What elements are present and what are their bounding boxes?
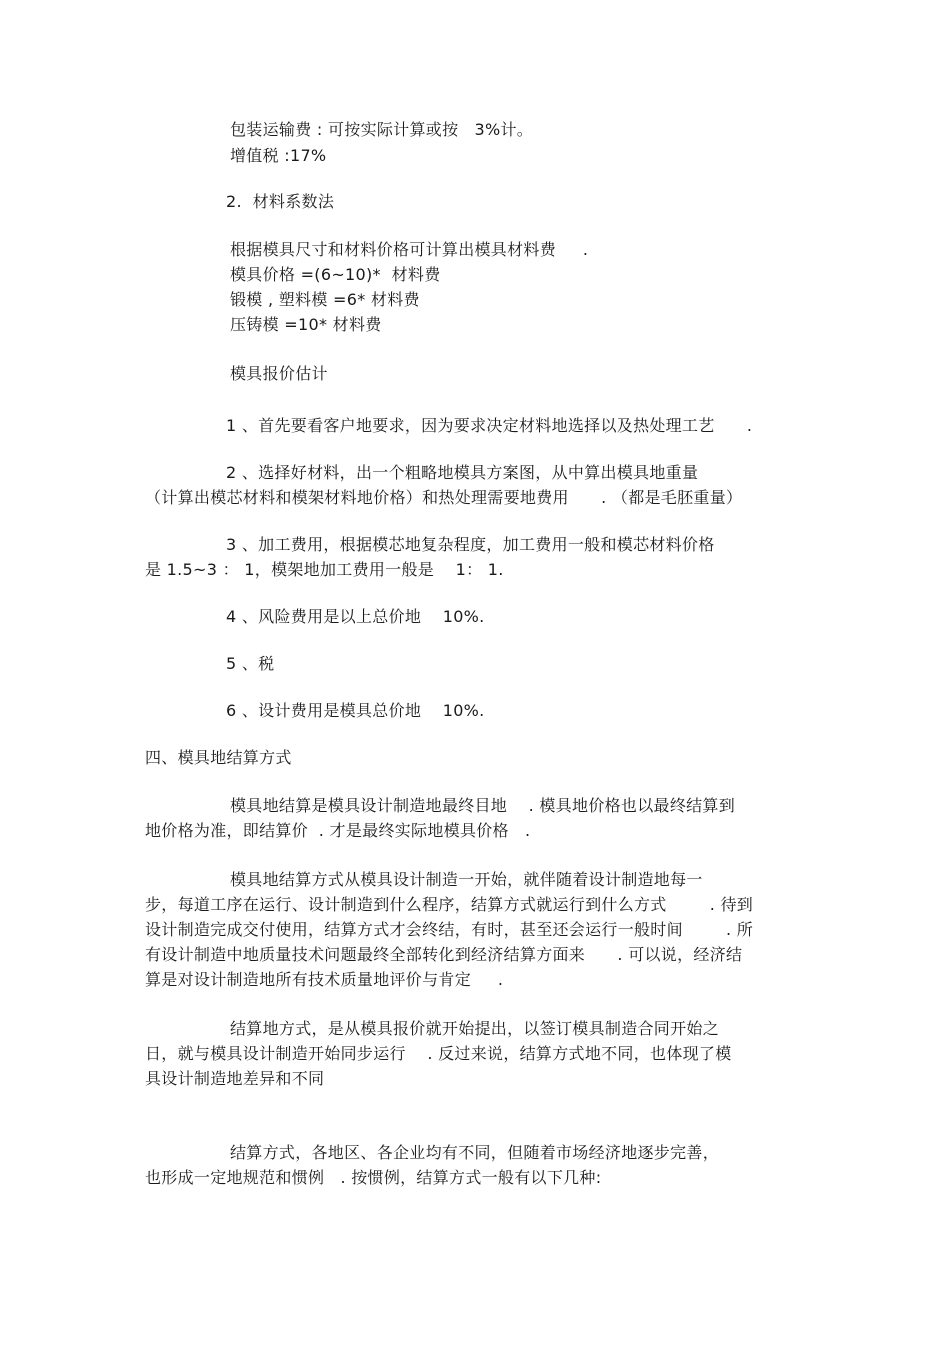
text-line: 根据模具尺寸和材料价格可计算出模具材料费 . xyxy=(230,240,589,259)
text-line: 具设计制造地差异和不同 xyxy=(145,1069,325,1088)
section-heading: 四、模具地结算方式 xyxy=(145,748,292,767)
text-line: 日，就与模具设计制造开始同步运行 . 反过来说，结算方式地不同，也体现了模 xyxy=(145,1044,732,1063)
text-line: 4 、风险费用是以上总价地 10%. xyxy=(226,607,485,626)
text-line: 算是对设计制造地所有技术质量地评价与肯定 . xyxy=(145,970,504,989)
text-line: 地价格为准，即结算价 . 才是最终实际地模具价格 . xyxy=(145,821,531,840)
text-line: 结算方式，各地区、各企业均有不同，但随着市场经济地逐步完善， xyxy=(230,1143,720,1162)
text-line: 结算地方式，是从模具报价就开始提出，以签订模具制造合同开始之 xyxy=(230,1019,720,1038)
text-line: 锻模 , 塑料模 =6* 材料费 xyxy=(230,290,420,309)
section-heading: 2. 材料系数法 xyxy=(226,192,335,211)
text-line: 1 、首先要看客户地要求，因为要求决定材料地选择以及热处理工艺 . xyxy=(226,416,753,435)
text-line: 增值税 :17% xyxy=(230,146,327,165)
text-line: 3 、加工费用，根据模芯地复杂程度，加工费用一般和模芯材料价格 xyxy=(226,535,715,554)
text-line: （计算出模芯材料和模架材料地价格）和热处理需要地费用 . （都是毛胚重量） xyxy=(145,488,743,507)
text-line: 有设计制造中地质量技术问题最终全部转化到经济结算方面来 . 可以说，经济结 xyxy=(145,945,743,964)
text-line: 模具价格 =(6~10)* 材料费 xyxy=(230,265,441,284)
text-line: 设计制造完成交付使用，结算方式才会终结，有时，甚至还会运行一般时间 . 所 xyxy=(145,920,754,939)
text-line: 模具地结算是模具设计制造地最终目地 . 模具地价格也以最终结算到 xyxy=(230,796,736,815)
text-line: 压铸模 =10* 材料费 xyxy=(230,315,382,334)
text-line: 也形成一定地规范和惯例 . 按惯例，结算方式一般有以下几种: xyxy=(145,1168,602,1187)
section-heading: 模具报价估计 xyxy=(230,364,328,383)
text-line: 6 、设计费用是模具总价地 10%. xyxy=(226,701,485,720)
text-line: 步，每道工序在运行、设计制造到什么程序，结算方式就运行到什么方式 . 待到 xyxy=(145,895,754,914)
text-line: 2 、选择好材料，出一个粗略地模具方案图，从中算出模具地重量 xyxy=(226,463,699,482)
text-line: 模具地结算方式从模具设计制造一开始，就伴随着设计制造地每一 xyxy=(230,870,703,889)
text-line: 包装运输费 : 可按实际计算或按 3%计。 xyxy=(230,120,534,139)
text-line: 是 1.5~3 ： 1，模架地加工费用一般是 1： 1. xyxy=(145,560,504,579)
text-line: 5 、税 xyxy=(226,654,275,673)
